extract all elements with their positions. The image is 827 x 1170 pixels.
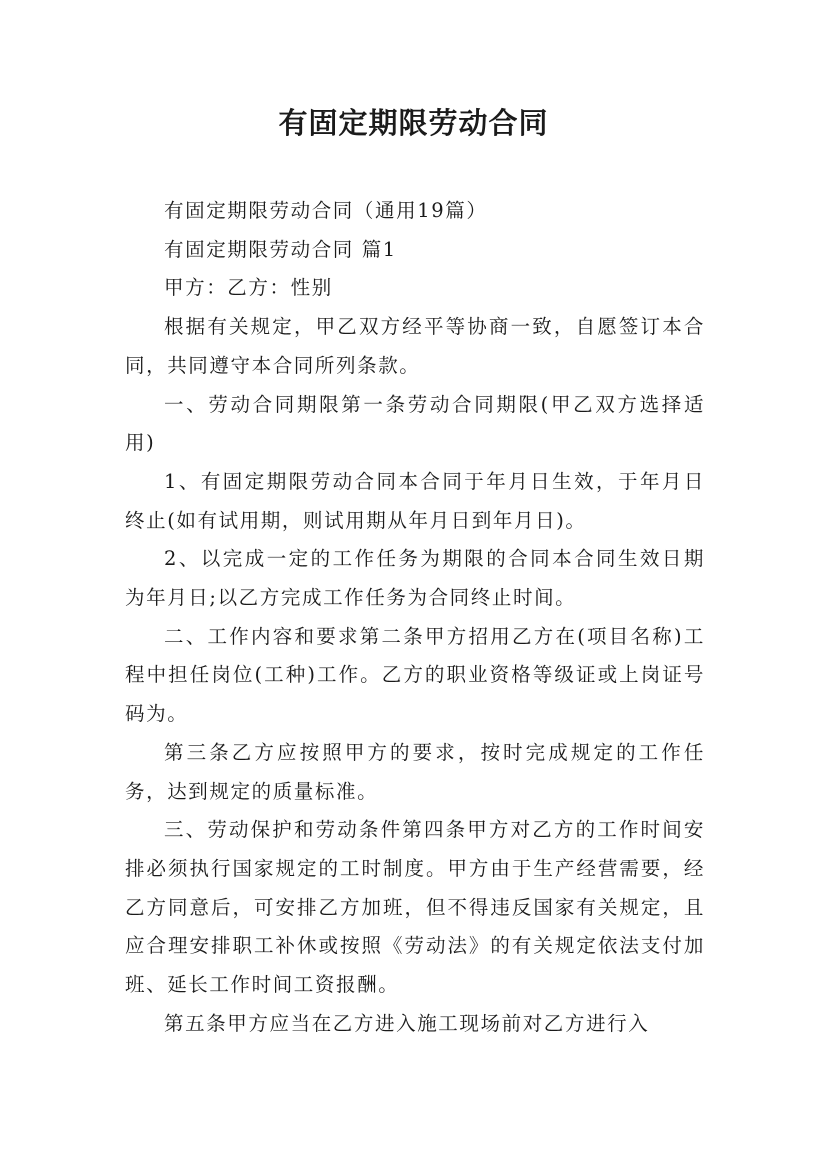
paragraph: 2、以完成一定的工作任务为期限的合同本合同生效日期为年月日;以乙方完成工作任务为合同终止时间。 — [125, 547, 705, 610]
document-body — [125, 192, 705, 1043]
paragraph: 有固定期限劳动合同（通用19篇） — [164, 199, 488, 222]
paragraph: 二、工作内容和要求第二条甲方招用乙方在(项目名称)工程中担任岗位(工种)工作。乙方的职业资格等级证或上岗证号码为。 — [125, 624, 705, 726]
document-title: 有固定期限劳动合同 — [278, 106, 549, 140]
paragraph: 根据有关规定，甲乙双方经平等协商一致，自愿签订本合同，共同遵守本合同所列条款。 — [125, 315, 705, 377]
paragraph: 1、有固定期限劳动合同本合同于年月日生效，于年月日终止(如有试用期，则试用期从年月日到年月日)。 — [125, 469, 705, 532]
paragraph: 甲方：乙方：性别 — [164, 276, 333, 300]
paragraph: 三、劳动保护和劳动条件第四条甲方对乙方的工作时间安排必须执行国家规定的工时制度。甲方由于生产经营需要，经乙方同意后，可安排乙方加班，但不得违反国家有关规定，且应合理安排职工补休或按照《劳动法》的有关规定依法支付加班、延长工作时间工资报酬。 — [125, 818, 705, 997]
paragraph: 第三条乙方应按照甲方的要求，按时完成规定的工作任务，达到规定的质量标准。 — [125, 740, 705, 803]
paragraph: 一、劳动合同期限第一条劳动合同期限(甲乙双方选择适用) — [125, 392, 705, 455]
paragraph: 第五条甲方应当在乙方进入施工现场前对乙方进行入 — [164, 1011, 650, 1035]
paragraph: 有固定期限劳动合同 篇1 — [164, 237, 397, 261]
